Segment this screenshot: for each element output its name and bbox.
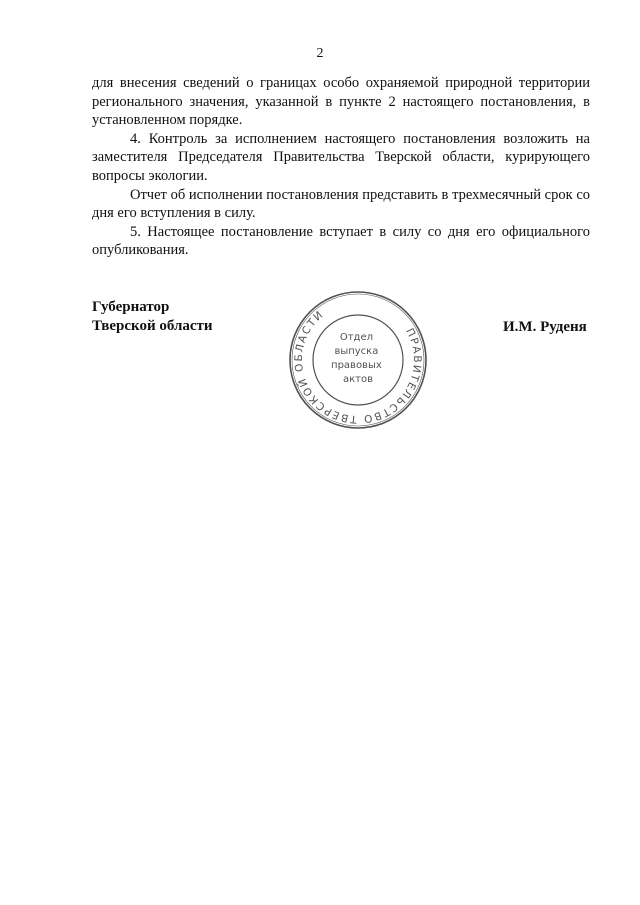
page-number: 2 — [316, 46, 324, 61]
stamp-inner-text: Отдел выпуска правовых актов — [331, 332, 382, 385]
stamp-outer-text: ПРАВИТЕЛЬСТВО ТВЕРСКОЙ ОБЛАСТИ — [292, 308, 424, 426]
paragraph-report: Отчет об исполнении постановления представить в трехмесячный срок со дня его вступления в силу. — [92, 186, 590, 222]
paragraph-continuation: для внесения сведений о границах особо охраняемой природной территории регионального значения, указанной в пункте 2 настоящего постановления, в установленном порядке. — [92, 75, 590, 129]
official-seal-stamp — [288, 290, 428, 430]
document-body — [92, 74, 590, 260]
signatory-position — [92, 298, 213, 336]
paragraph-item-4: 4. Контроль за исполнением настоящего постановления возложить на заместителя Председателя Правительства Тверской области, курирующего вопросы экологии. — [92, 130, 590, 184]
paragraph-item-5: 5. Настоящее постановление вступает в силу со дня его официального опубликования. — [92, 223, 590, 259]
signatory-region: Тверской области — [92, 318, 213, 334]
signatory-title: Губернатор — [92, 299, 170, 315]
signer-name: И.М. Руденя — [503, 319, 587, 335]
